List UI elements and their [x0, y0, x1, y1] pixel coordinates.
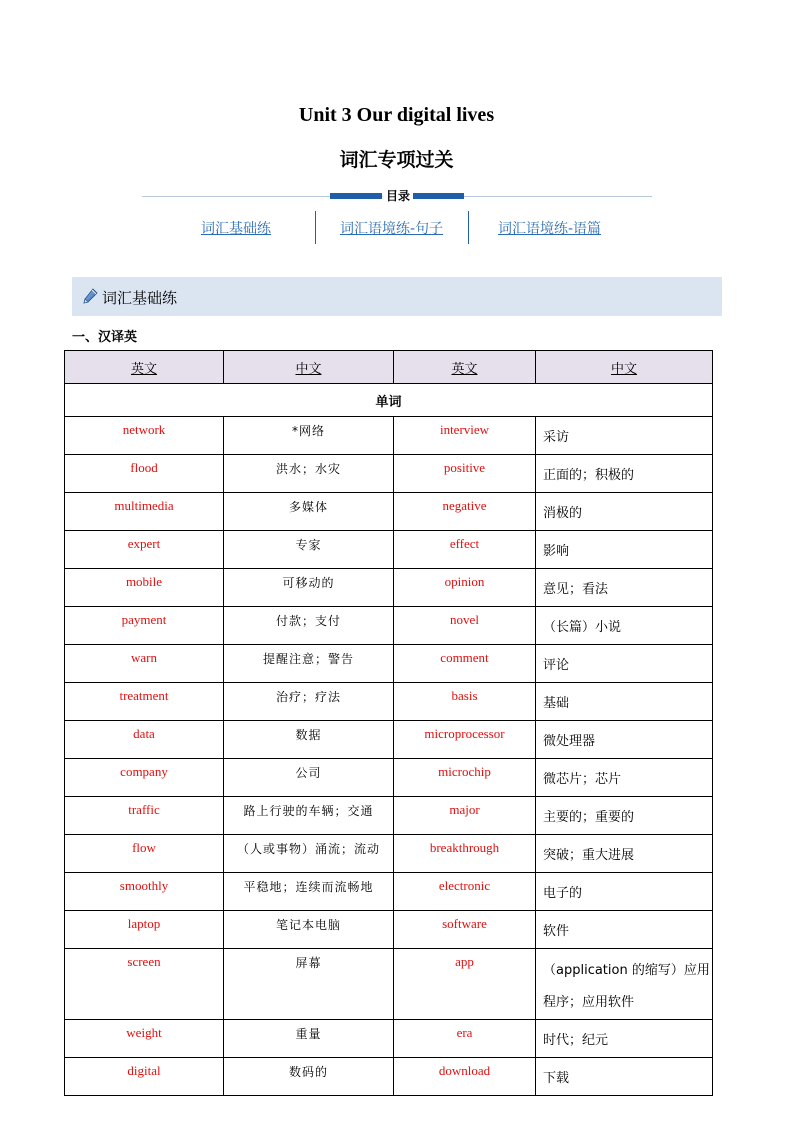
english-word: novel: [394, 607, 536, 645]
english-word: comment: [394, 645, 536, 683]
english-word: multimedia: [65, 493, 224, 531]
chinese-meaning: 付款；支付: [224, 607, 394, 645]
english-word: effect: [394, 531, 536, 569]
table-row: [65, 911, 713, 949]
table-row: [65, 569, 713, 607]
english-word: warn: [65, 645, 224, 683]
table-row: [65, 683, 713, 721]
english-word: traffic: [65, 797, 224, 835]
chinese-meaning: 采访: [536, 417, 713, 455]
column-header: 英文: [65, 351, 224, 384]
table-row: [65, 835, 713, 873]
english-word: data: [65, 721, 224, 759]
chinese-meaning: 治疗；疗法: [224, 683, 394, 721]
chinese-meaning: 数码的: [224, 1058, 394, 1096]
document-subtitle: 词汇专项过关: [339, 149, 454, 171]
chinese-meaning: 提醒注意；警告: [224, 645, 394, 683]
english-word: treatment: [65, 683, 224, 721]
table-row: [65, 759, 713, 797]
english-word: digital: [65, 1058, 224, 1096]
chinese-meaning: 影响: [536, 531, 713, 569]
english-word: smoothly: [65, 873, 224, 911]
chinese-meaning: 洪水；水灾: [224, 455, 394, 493]
chinese-meaning: 微处理器: [536, 721, 713, 759]
table-row: [65, 645, 713, 683]
chinese-meaning: 平稳地；连续而流畅地: [224, 873, 394, 911]
table-row: [65, 607, 713, 645]
section-title: 词汇基础练: [102, 289, 178, 307]
vocabulary-table: [64, 350, 713, 1096]
english-word: company: [65, 759, 224, 797]
english-word: electronic: [394, 873, 536, 911]
chinese-meaning: 时代；纪元: [536, 1020, 713, 1058]
chinese-meaning: 主要的；重要的: [536, 797, 713, 835]
chinese-meaning: 意见；看法: [536, 569, 713, 607]
chinese-meaning: 可移动的: [224, 569, 394, 607]
english-word: screen: [65, 949, 224, 1020]
chinese-meaning: （人或事物）涌流；流动: [224, 835, 394, 873]
chinese-meaning: 正面的；积极的: [536, 455, 713, 493]
english-word: mobile: [65, 569, 224, 607]
table-row: [65, 417, 713, 455]
english-word: negative: [394, 493, 536, 531]
column-header: 中文: [536, 351, 713, 384]
chinese-meaning: *网络: [224, 417, 394, 455]
chinese-meaning: 重量: [224, 1020, 394, 1058]
toc-link-sentence[interactable]: 词汇语境练-句子: [340, 221, 444, 237]
table-row: [65, 1020, 713, 1058]
english-word: laptop: [65, 911, 224, 949]
chinese-meaning: 评论: [536, 645, 713, 683]
chinese-meaning: （长篇）小说: [536, 607, 713, 645]
english-word: network: [65, 417, 224, 455]
toc-bar-right: [412, 193, 464, 199]
english-word: app: [394, 949, 536, 1020]
chinese-meaning: 软件: [536, 911, 713, 949]
english-word: expert: [65, 531, 224, 569]
chinese-meaning: 笔记本电脑: [224, 911, 394, 949]
part-title: 一、汉译英: [72, 330, 138, 345]
toc-separator: [315, 211, 316, 244]
english-word: positive: [394, 455, 536, 493]
english-word: basis: [394, 683, 536, 721]
section-header: [72, 277, 722, 316]
toc-link-passage[interactable]: 词汇语境练-语篇: [498, 221, 602, 237]
english-word: payment: [65, 607, 224, 645]
chinese-meaning: 屏幕: [224, 949, 394, 1020]
chinese-meaning: 路上行驶的车辆；交通: [224, 797, 394, 835]
table-row: [65, 531, 713, 569]
toc-link-basic[interactable]: 词汇基础练: [201, 221, 271, 237]
chinese-meaning: 数据: [224, 721, 394, 759]
chinese-meaning: 基础: [536, 683, 713, 721]
chinese-meaning: （application 的缩写）应用程序；应用软件: [536, 949, 713, 1020]
english-word: major: [394, 797, 536, 835]
english-word: flow: [65, 835, 224, 873]
table-row: [65, 873, 713, 911]
english-word: breakthrough: [394, 835, 536, 873]
table-row: [65, 949, 713, 1020]
english-word: weight: [65, 1020, 224, 1058]
chinese-meaning: 公司: [224, 759, 394, 797]
chinese-meaning: 专家: [224, 531, 394, 569]
english-word: software: [394, 911, 536, 949]
table-row: [65, 455, 713, 493]
column-header: 英文: [394, 351, 536, 384]
pencil-icon: [82, 288, 98, 305]
chinese-meaning: 电子的: [536, 873, 713, 911]
english-word: microprocessor: [394, 721, 536, 759]
document-title: Unit 3 Our digital lives: [298, 104, 495, 126]
english-word: download: [394, 1058, 536, 1096]
table-header-row: [65, 351, 713, 384]
chinese-meaning: 微芯片；芯片: [536, 759, 713, 797]
table-row: [65, 721, 713, 759]
column-header: 中文: [224, 351, 394, 384]
chinese-meaning: 消极的: [536, 493, 713, 531]
table-row: [65, 493, 713, 531]
group-label: 单词: [65, 384, 713, 417]
chinese-meaning: 多媒体: [224, 493, 394, 531]
english-word: opinion: [394, 569, 536, 607]
toc-label: 目录: [383, 187, 413, 204]
table-row: [65, 797, 713, 835]
table-row: [65, 1058, 713, 1096]
english-word: era: [394, 1020, 536, 1058]
english-word: interview: [394, 417, 536, 455]
english-word: flood: [65, 455, 224, 493]
chinese-meaning: 下载: [536, 1058, 713, 1096]
chinese-meaning: 突破；重大进展: [536, 835, 713, 873]
toc-separator: [468, 211, 469, 244]
english-word: microchip: [394, 759, 536, 797]
toc-bar-left: [330, 193, 382, 199]
